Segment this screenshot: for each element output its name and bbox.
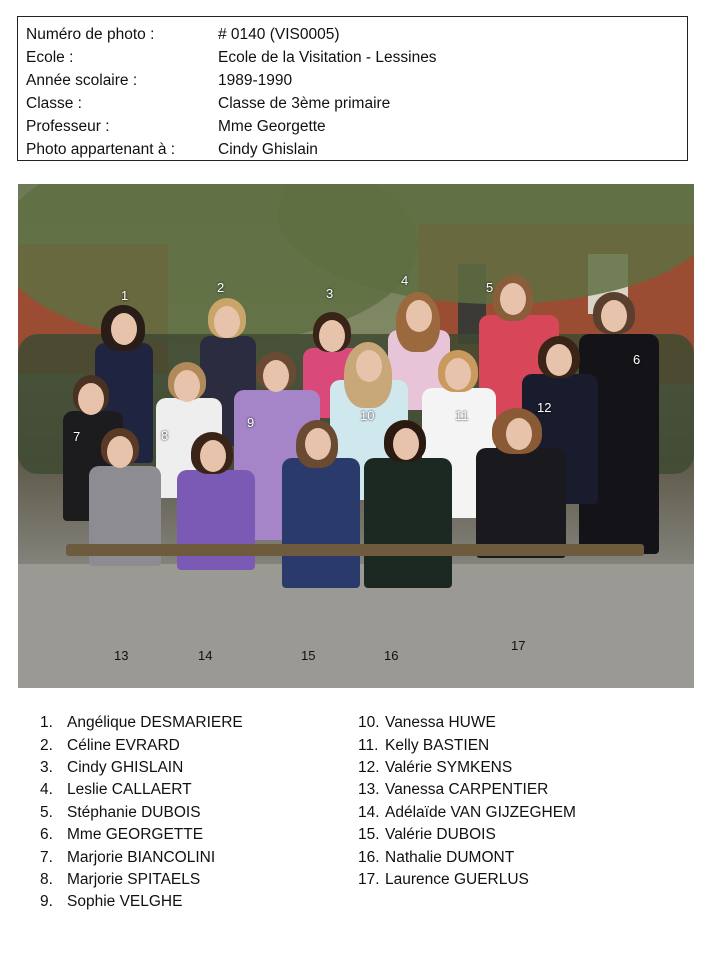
info-label: Professeur : <box>26 117 110 135</box>
photo-label-6: 6 <box>633 352 641 367</box>
photo-label-13: 13 <box>114 648 129 663</box>
item-number: 5. <box>40 803 53 821</box>
item-name: Valérie DUBOIS <box>385 826 496 844</box>
info-row-teacher <box>26 115 679 138</box>
item-name: Stéphanie DUBOIS <box>67 803 201 821</box>
item-number: 16. <box>358 848 380 866</box>
bench <box>66 544 644 556</box>
list-item <box>358 824 576 846</box>
info-value: Classe de 3ème primaire <box>218 94 391 112</box>
item-number: 7. <box>40 848 53 866</box>
list-item <box>358 734 576 756</box>
list-item <box>358 757 576 779</box>
item-name: Leslie CALLAERT <box>67 781 192 799</box>
list-item <box>358 869 576 891</box>
item-number: 12. <box>358 758 380 776</box>
item-number: 14. <box>358 803 380 821</box>
info-value: Mme Georgette <box>218 117 326 135</box>
list-item <box>40 869 243 891</box>
item-number: 10. <box>358 714 380 732</box>
info-label: Classe : <box>26 94 82 112</box>
item-number: 11. <box>358 736 379 754</box>
info-label: Ecole : <box>26 48 74 66</box>
item-name: Kelly BASTIEN <box>385 736 490 754</box>
list-item <box>40 824 243 846</box>
item-name: Laurence GUERLUS <box>385 870 529 888</box>
list-item <box>40 734 243 756</box>
item-number: 13. <box>358 781 380 799</box>
photo-label-4: 4 <box>401 273 409 288</box>
item-name: Valérie SYMKENS <box>385 758 513 776</box>
name-list-right <box>358 712 576 891</box>
photo-label-5: 5 <box>486 280 494 295</box>
photo-label-3: 3 <box>326 286 334 301</box>
info-label: Année scolaire : <box>26 71 138 89</box>
list-item <box>40 757 243 779</box>
list-item <box>40 891 243 913</box>
info-label: Photo appartenant à : <box>26 140 176 158</box>
item-name: Angélique DESMARIERE <box>67 714 243 732</box>
photo-info-box <box>17 16 688 161</box>
item-number: 6. <box>40 826 53 844</box>
item-name: Sophie VELGHE <box>67 893 183 911</box>
info-row-photo-number <box>26 23 679 46</box>
class-photo <box>18 184 694 688</box>
item-name: Adélaïde VAN GIJZEGHEM <box>385 803 576 821</box>
info-value: # 0140 (VIS0005) <box>218 25 340 43</box>
list-item <box>40 802 243 824</box>
item-name: Marjorie BIANCOLINI <box>67 848 216 866</box>
item-name: Céline EVRARD <box>67 736 180 754</box>
photo-label-14: 14 <box>198 648 213 663</box>
photo-label-10: 10 <box>360 408 375 423</box>
photo-label-12: 12 <box>537 400 552 415</box>
info-value: Ecole de la Visitation - Lessines <box>218 48 437 66</box>
item-name: Nathalie DUMONT <box>385 848 515 866</box>
item-name: Vanessa HUWE <box>385 714 496 732</box>
item-number: 4. <box>40 781 53 799</box>
photo-label-16: 16 <box>384 648 399 663</box>
list-item <box>40 779 243 801</box>
photo-label-15: 15 <box>301 648 316 663</box>
list-item <box>358 802 576 824</box>
item-name: Vanessa CARPENTIER <box>385 781 549 799</box>
photo-label-9: 9 <box>247 415 255 430</box>
item-number: 2. <box>40 736 53 754</box>
list-item <box>40 712 243 734</box>
list-item <box>358 846 576 868</box>
item-number: 1. <box>40 714 53 732</box>
list-item <box>40 846 243 868</box>
photo-label-11: 11 <box>455 408 469 423</box>
list-item <box>358 779 576 801</box>
item-name: Mme GEORGETTE <box>67 826 204 844</box>
info-row-owner <box>26 138 679 161</box>
info-row-class <box>26 92 679 115</box>
info-row-school <box>26 46 679 69</box>
item-number: 17. <box>358 870 380 888</box>
item-number: 9. <box>40 893 53 911</box>
item-number: 3. <box>40 758 53 776</box>
list-item <box>358 712 576 734</box>
info-row-school-year <box>26 69 679 92</box>
item-number: 15. <box>358 826 380 844</box>
photo-label-7: 7 <box>73 429 81 444</box>
info-value: Cindy Ghislain <box>218 140 318 158</box>
photo-label-1: 1 <box>121 288 129 303</box>
info-value: 1989-1990 <box>218 71 293 89</box>
item-name: Cindy GHISLAIN <box>67 758 184 776</box>
photo-label-2: 2 <box>217 280 225 295</box>
item-number: 8. <box>40 870 53 888</box>
name-list-left <box>40 712 243 914</box>
info-label: Numéro de photo : <box>26 25 155 43</box>
item-name: Marjorie SPITAELS <box>67 870 201 888</box>
photo-label-17: 17 <box>511 638 526 653</box>
photo-label-8: 8 <box>161 428 169 443</box>
